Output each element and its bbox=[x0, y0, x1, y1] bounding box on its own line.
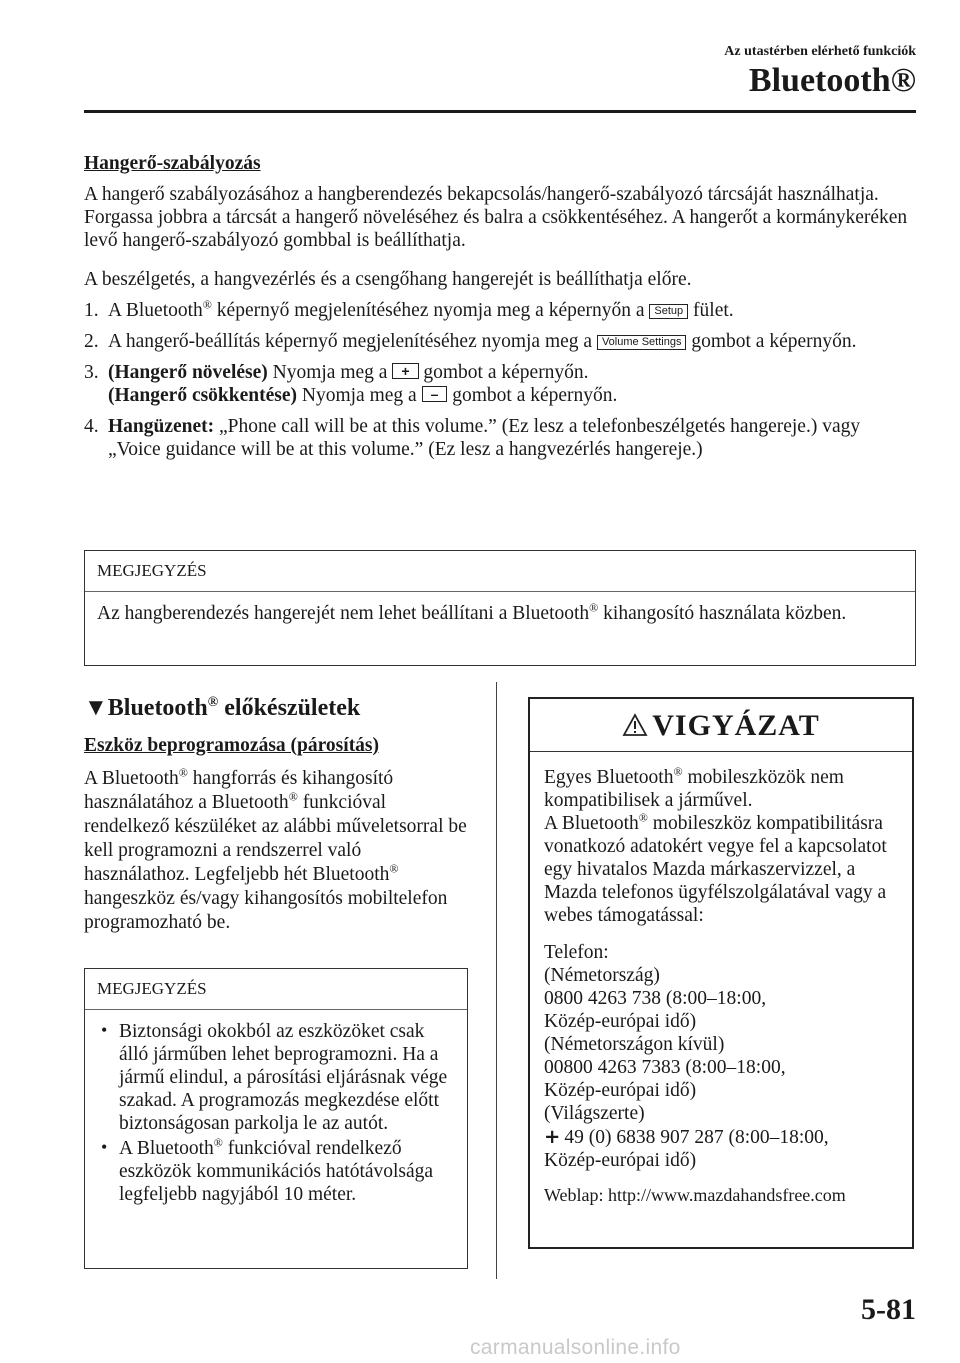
volume-section bbox=[84, 152, 916, 469]
increase-label: (Hangerő növelése) bbox=[108, 362, 268, 383]
worldwide-number-row bbox=[544, 1125, 898, 1149]
note-bullets bbox=[97, 1020, 455, 1206]
step-number: 3. bbox=[84, 362, 99, 383]
germany-timezone: Közép-európai idő) bbox=[544, 1011, 697, 1032]
warning-paragraph-2 bbox=[544, 812, 898, 927]
bullet-icon: • bbox=[101, 1137, 108, 1157]
warning-title: VIGYÁZAT bbox=[652, 709, 820, 742]
step-3 bbox=[84, 361, 916, 407]
note-title: MEGJEGYZÉS bbox=[85, 551, 915, 592]
step-text: Nyomja meg a bbox=[297, 385, 422, 406]
warning-triangle-icon bbox=[622, 713, 648, 737]
warning-body bbox=[530, 752, 912, 1217]
triangle-down-icon: ▼ bbox=[84, 695, 108, 721]
step-text: Nyomja meg a bbox=[267, 362, 393, 383]
step-text: fület. bbox=[688, 300, 734, 321]
note-title: MEGJEGYZÉS bbox=[85, 969, 467, 1010]
plus-icon: + bbox=[544, 1125, 561, 1148]
step-1 bbox=[84, 299, 916, 322]
note-bullet-1 bbox=[97, 1020, 455, 1135]
decrease-label: (Hangerő csökkentése) bbox=[108, 385, 298, 406]
note-body bbox=[85, 592, 915, 635]
volume-paragraph-1: A hangerő szabályozásához a hangberendezés bekapcsolás/hangerő-szabályozó tárcsáját használhatja. Forgassa jobbra a tárcsát a hangerő növeléséhez és balra a csökkentéséhez. A hangerőt a kormánykeréken levő hangerő-szabályozó gombbal is beállíthatja. bbox=[84, 184, 908, 251]
worldwide-number: 49 (0) 6838 907 287 (8:00–18:00, bbox=[564, 1127, 829, 1148]
watermark-text: carmanualsonline.info bbox=[470, 1336, 681, 1359]
prep-title-text: Bluetooth bbox=[107, 695, 208, 721]
phone-label: Telefon: bbox=[544, 942, 609, 963]
step-text: gombot a képernyőn. bbox=[418, 362, 589, 383]
bullet-text: funkcióval rendelkező eszközök kommunikációs hatótávolsága legfeljebb nagyjából 10 méter. bbox=[119, 1138, 434, 1205]
step-text: gombot a képernyőn. bbox=[686, 331, 857, 352]
warning-text: mobileszköz kompatibilitásra vonatkozó adatokért vegye fel a kapcsolatot egy hivatalos Mazda márkaszervizzel, a Mazda telefonos ügyfélszolgálatával vagy a webes támogatással: bbox=[544, 813, 887, 926]
germany-number: 0800 4263 738 (8:00–18:00, bbox=[544, 988, 767, 1009]
column-divider bbox=[496, 682, 497, 1279]
note-text: Az hangberendezés hangerejét nem lehet beállítani a Bluetooth bbox=[97, 603, 590, 624]
volume-steps bbox=[84, 299, 916, 461]
bullet-text: A Bluetooth bbox=[119, 1138, 214, 1159]
voice-message-label: Hangüzenet: bbox=[108, 416, 215, 437]
page-number: 5-81 bbox=[861, 1293, 916, 1326]
prep-title bbox=[84, 694, 468, 722]
outside-germany-timezone: Közép-európai idő) bbox=[544, 1080, 697, 1101]
registered-mark: ® bbox=[389, 861, 399, 876]
volume-paragraph-2: A beszélgetés, a hangvezérlés és a csengőhang hangerejét is beállíthatja előre. bbox=[84, 269, 692, 290]
step-2 bbox=[84, 330, 916, 353]
registered-mark: ® bbox=[589, 600, 599, 615]
step-3-increase bbox=[108, 361, 916, 384]
bullet-text: Biztonsági okokból az eszközöket csak álló járműben lehet beprogramozni. Ha a jármű elindul, a párosítási eljárásnak vége szakad. A programozás megkezdése előtt biztonságosan parkolja le az autót. bbox=[119, 1021, 448, 1134]
registered-mark: ® bbox=[638, 810, 648, 825]
pairing-heading: Eszköz beprogramozása (párosítás) bbox=[84, 735, 380, 756]
prep-section bbox=[84, 694, 468, 935]
step-text: A Bluetooth bbox=[108, 300, 203, 321]
warning-header bbox=[530, 699, 912, 752]
header-rule bbox=[84, 110, 916, 113]
website-line: Weblap: http://www.mazdahandsfree.com bbox=[544, 1185, 846, 1205]
step-number: 4. bbox=[84, 416, 99, 437]
prep-text: hangforrás és kihangosító használatához a Bluetooth bbox=[84, 768, 394, 813]
worldwide-label: (Világszerte) bbox=[544, 1103, 645, 1124]
pairing-paragraph bbox=[84, 767, 468, 935]
warning-box bbox=[528, 697, 914, 1249]
step-text: képernyő megjelenítéséhez nyomja meg a képernyőn a bbox=[211, 300, 650, 321]
step-text: gombot a képernyőn. bbox=[447, 385, 618, 406]
step-3-decrease bbox=[108, 384, 916, 407]
outside-germany-label: (Németországon kívül) bbox=[544, 1034, 725, 1055]
prep-text: hangeszköz és/vagy kihangosítós mobiltelefon programozható be. bbox=[84, 888, 448, 933]
note-body bbox=[85, 1010, 467, 1218]
volume-heading: Hangerő-szabályozás bbox=[84, 153, 261, 174]
note-box-1 bbox=[84, 550, 916, 666]
germany-label: (Németország) bbox=[544, 965, 660, 986]
worldwide-timezone: Közép-európai idő) bbox=[544, 1150, 697, 1171]
bullet-icon: • bbox=[101, 1020, 108, 1040]
note-box-2 bbox=[84, 968, 468, 1269]
contact-list bbox=[544, 941, 898, 1172]
registered-mark: ® bbox=[202, 297, 212, 312]
warning-text: mobileszközök nem kompatibilisek a járművel. bbox=[544, 767, 844, 811]
prep-title-text: előkészületek bbox=[218, 695, 361, 721]
note-text: kihangosító használata közben. bbox=[598, 603, 847, 624]
step-text: A hangerő-beállítás képernyő megjelenítéséhez nyomja meg a bbox=[108, 331, 597, 352]
section-label: Az utastérben elérhető funkciók bbox=[724, 44, 916, 59]
registered-mark: ® bbox=[288, 789, 298, 804]
step-number: 2. bbox=[84, 331, 99, 352]
registered-mark: ® bbox=[213, 1135, 223, 1150]
registered-mark: ® bbox=[673, 764, 683, 779]
registered-mark: ® bbox=[207, 695, 219, 710]
setup-key: Setup bbox=[649, 304, 688, 319]
warning-text: Egyes Bluetooth bbox=[544, 767, 674, 788]
step-text: „Phone call will be at this volume.” (Ez lesz a telefonbeszélgetés hangereje.) vagy „Voice guidance will be at this volume.” (Ez lesz a hangvezérlés hangereje.) bbox=[108, 416, 861, 460]
step-number: 1. bbox=[84, 300, 99, 321]
prep-text: A Bluetooth bbox=[84, 768, 179, 789]
warning-paragraph-1 bbox=[544, 766, 898, 812]
step-4 bbox=[84, 415, 916, 461]
registered-mark: ® bbox=[178, 765, 188, 780]
volume-settings-key: Volume Settings bbox=[597, 335, 687, 350]
page-title: Bluetooth® bbox=[748, 62, 916, 99]
prep-text: funkcióval rendelkező készüléket az alábbi műveletsorral be kell programozni a rendszerrel való használathoz. Legfeljebb hét Bluetooth bbox=[84, 792, 467, 885]
warning-text: A Bluetooth bbox=[544, 813, 639, 834]
note-bullet-2 bbox=[97, 1137, 455, 1206]
minus-key: – bbox=[422, 386, 448, 402]
outside-germany-number: 00800 4263 7383 (8:00–18:00, bbox=[544, 1057, 786, 1078]
plus-key: + bbox=[392, 363, 418, 379]
